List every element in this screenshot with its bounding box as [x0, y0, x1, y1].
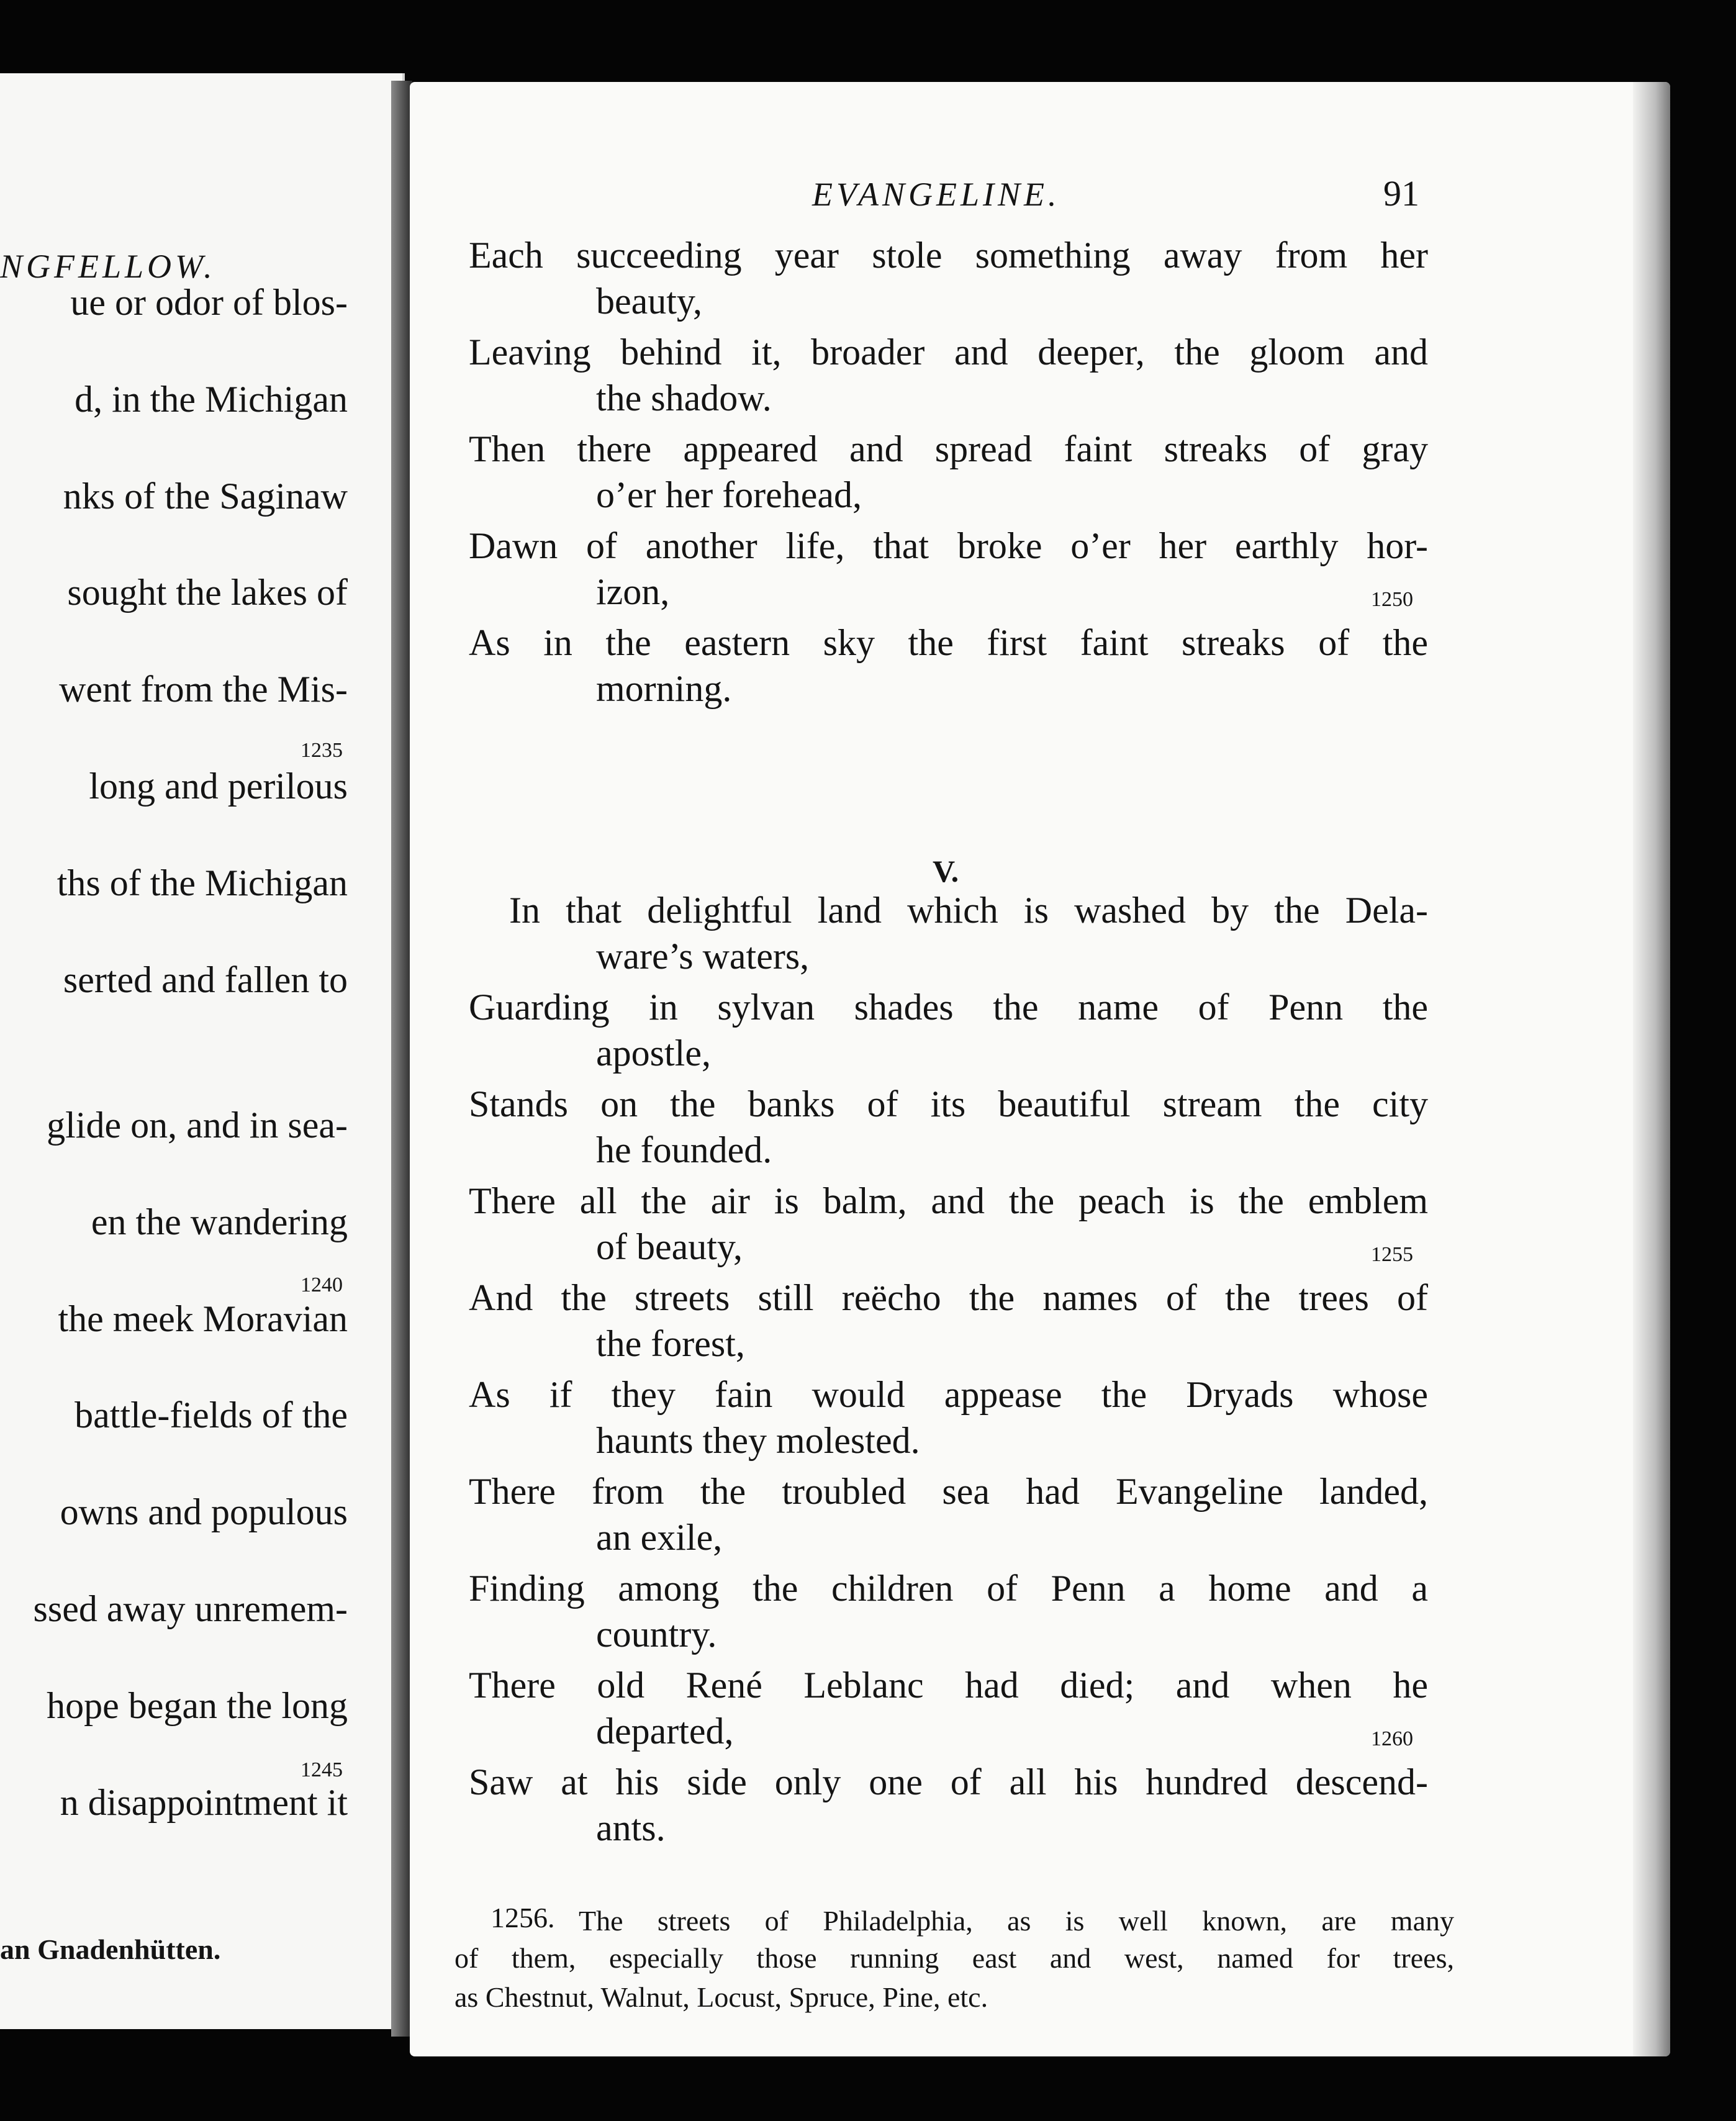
section-number: V. — [933, 854, 959, 889]
left-footnote-fragment: an Gnadenhütten. — [0, 1933, 221, 1965]
left-verse-fragment: went from the Mis- — [59, 669, 348, 710]
verse-continuation: he founded. — [596, 1129, 772, 1170]
verse-line: There old René Leblanc had died; and when he — [469, 1665, 1428, 1706]
verse-line: As in the eastern sky the first faint streaks of the — [469, 622, 1428, 663]
verse-line: Finding among the children of Penn a home and a — [469, 1568, 1428, 1609]
footnote-line: as Chestnut, Walnut, Locust, Spruce, Pine, etc. — [454, 1981, 988, 2013]
book-spine — [391, 81, 412, 2037]
verse-continuation: beauty, — [596, 281, 703, 322]
left-running-head: NGFELLOW. — [0, 248, 216, 285]
verse-line: In that delightful land which is washed by the Dela- — [509, 890, 1428, 931]
verse-continuation: the shadow. — [596, 378, 772, 418]
left-verse-fragment: ssed away unremem- — [33, 1588, 348, 1629]
footnote-number: 1256. — [491, 1902, 555, 1933]
verse-line: And the streets still reëcho the names of the trees of — [469, 1277, 1428, 1318]
left-verse-fragment: owns and populous — [60, 1491, 348, 1532]
footnote-line: of them, especially those running east and west, named for trees, — [454, 1942, 1454, 1974]
verse-continuation: haunts they molested. — [596, 1420, 920, 1461]
verse-continuation: of beauty, — [596, 1226, 743, 1267]
left-verse-fragment: serted and fallen to — [63, 959, 348, 1000]
verse-line: Dawn of another life, that broke o’er her earthly hor- — [469, 525, 1428, 566]
verse-line: Stands on the banks of its beautiful stream the city — [469, 1083, 1428, 1124]
verse-continuation: morning. — [596, 668, 732, 709]
left-line-number: 1245 — [301, 1758, 343, 1781]
verse-continuation: apostle, — [596, 1033, 711, 1074]
verse-continuation: country. — [596, 1614, 717, 1655]
left-line-number: 1235 — [301, 739, 343, 762]
left-verse-fragment: n disappointment it — [60, 1782, 348, 1823]
left-verse-fragment: en the wandering — [91, 1201, 348, 1242]
right-page — [410, 82, 1670, 2056]
left-verse-fragment: glide on, and in sea- — [47, 1105, 348, 1146]
line-number: 1250 — [1371, 588, 1413, 611]
verse-line: As if they fain would appease the Dryads whose — [469, 1374, 1428, 1415]
left-verse-fragment: battle-fields of the — [75, 1395, 348, 1436]
left-verse-fragment: sought the lakes of — [67, 572, 348, 613]
left-verse-fragment: d, in the Michigan — [75, 379, 348, 420]
line-number: 1260 — [1371, 1727, 1413, 1750]
verse-continuation: o’er her forehead, — [596, 474, 862, 515]
verse-continuation: the forest, — [596, 1323, 745, 1364]
left-verse-fragment: hope began the long — [47, 1685, 348, 1726]
page-number: 91 — [1383, 173, 1419, 214]
line-number: 1255 — [1371, 1243, 1413, 1266]
verse-line: There all the air is balm, and the peach is the emblem — [469, 1180, 1428, 1221]
verse-line: Then there appeared and spread faint streaks of gray — [469, 428, 1428, 469]
left-line-number: 1240 — [301, 1273, 343, 1296]
verse-line: Each succeeding year stole something away from her — [469, 235, 1428, 276]
running-head: EVANGELINE. — [812, 176, 1060, 213]
verse-continuation: ants. — [596, 1807, 666, 1848]
left-verse-fragment: the meek Moravian — [58, 1298, 348, 1339]
left-verse-fragment: nks of the Saginaw — [63, 476, 348, 517]
verse-line: Leaving behind it, broader and deeper, the gloom and — [469, 332, 1428, 373]
verse-continuation: ware’s waters, — [596, 936, 810, 977]
verse-continuation: an exile, — [596, 1517, 723, 1558]
footnote-line: The streets of Philadelphia, as is well known, are many — [579, 1905, 1454, 1937]
left-verse-fragment: long and perilous — [89, 766, 348, 807]
left-page — [0, 73, 405, 2029]
left-verse-fragment: ue or odor of blos- — [70, 282, 348, 323]
verse-continuation: izon, — [596, 571, 670, 612]
verse-continuation: departed, — [596, 1711, 734, 1752]
verse-line: Guarding in sylvan shades the name of Penn the — [469, 987, 1428, 1028]
verse-line: There from the troubled sea had Evangeline landed, — [469, 1471, 1428, 1512]
left-verse-fragment: ths of the Michigan — [57, 862, 348, 903]
verse-line: Saw at his side only one of all his hundred descend- — [469, 1761, 1428, 1802]
